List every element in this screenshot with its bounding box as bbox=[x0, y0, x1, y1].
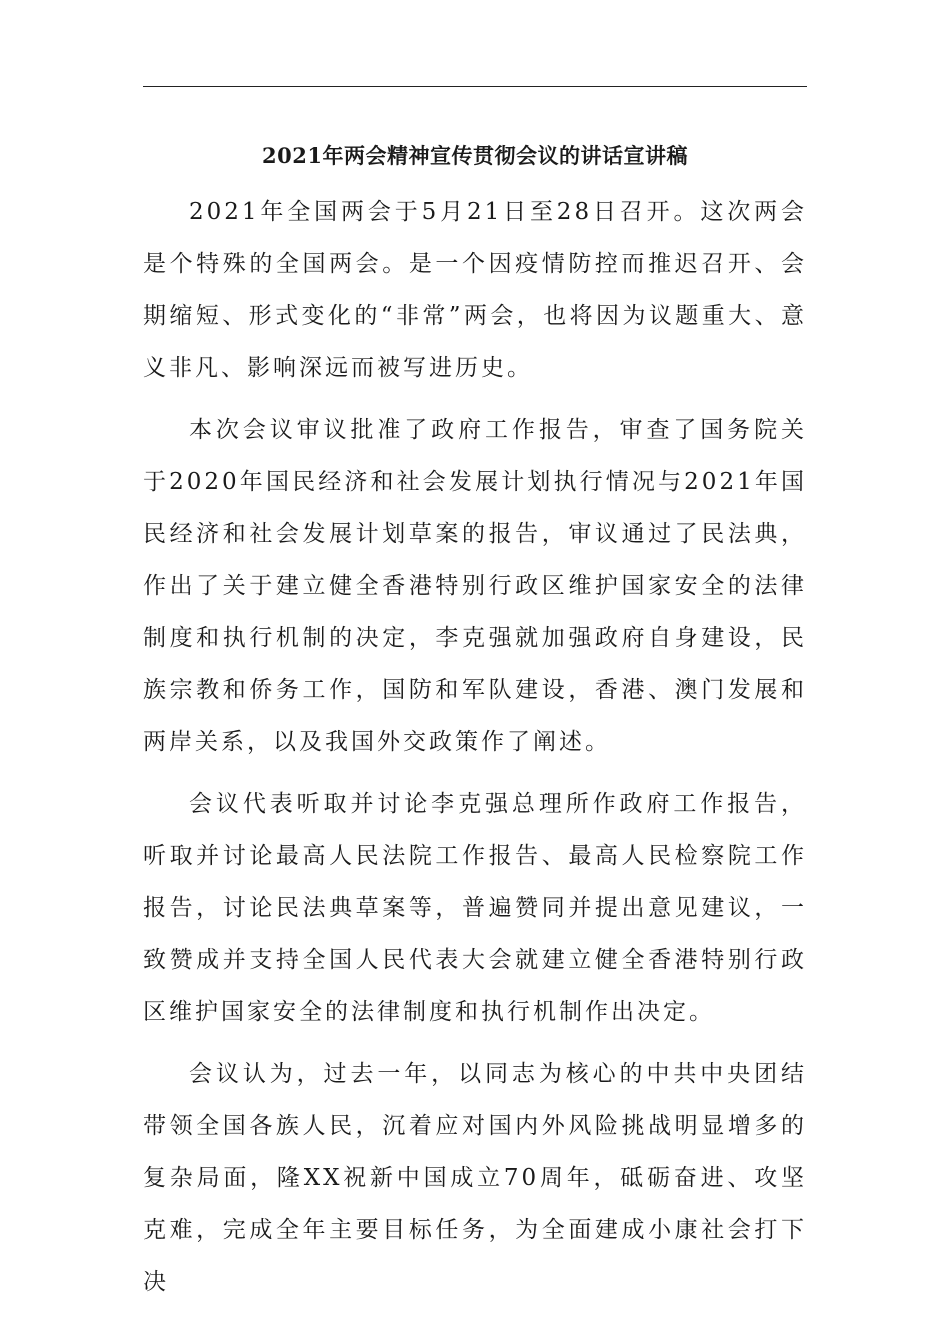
paragraph-3: 会议代表听取并讨论李克强总理所作政府工作报告，听取并讨论最高人民法院工作报告、最高人民检察院工作报告，讨论民法典草案等，普遍赞同并提出意见建议，一致赞成并支持全国人民代表大会就建立健全香港特别行政区维护国家安全的法律制度和执行机制作出决定。 bbox=[143, 791, 807, 1025]
paragraph-1: 2021年全国两会于5月21日至28日召开。这次两会是个特殊的全国两会。是一个因疫情防控而推迟召开、会期缩短、形式变化的“非常”两会，也将因为议题重大、意义非凡、影响深远而被写进历史。 bbox=[143, 199, 807, 381]
header-rule bbox=[143, 86, 807, 87]
page-title: 2021年两会精神宣传贯彻会议的讲话宣讲稿 bbox=[262, 143, 688, 168]
paragraph-4: 会议认为，过去一年，以同志为核心的中共中央团结带领全国各族人民，沉着应对国内外风险挑战明显增多的复杂局面，隆XX祝新中国成立70周年，砥砺奋进、攻坚克难，完成全年主要目标任务，为全面建成小康社会打下决 bbox=[143, 1061, 807, 1295]
document-body bbox=[143, 186, 807, 1318]
paragraph-2: 本次会议审议批准了政府工作报告，审查了国务院关于2020年国民经济和社会发展计划执行情况与2021年国民经济和社会发展计划草案的报告，审议通过了民法典，作出了关于建立健全香港特别行政区维护国家安全的法律制度和执行机制的决定，李克强就加强政府自身建设，民族宗教和侨务工作，国防和军队建设，香港、澳门发展和两岸关系，以及我国外交政策作了阐述。 bbox=[143, 417, 807, 755]
